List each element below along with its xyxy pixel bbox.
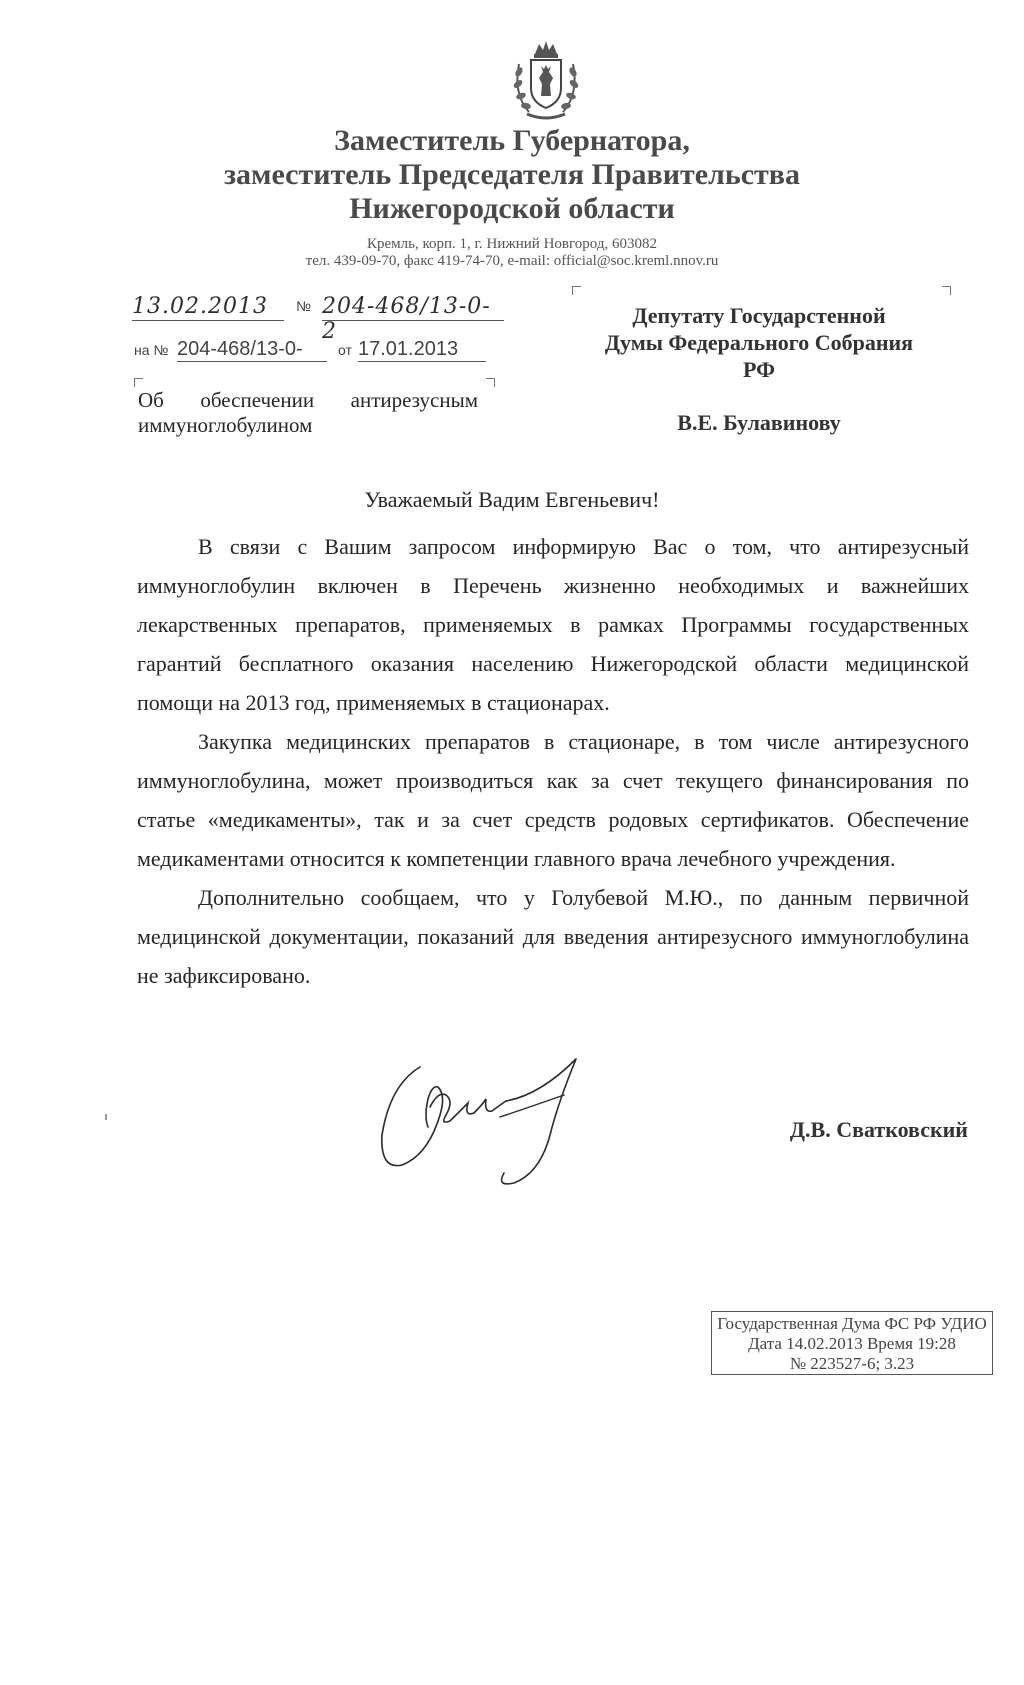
addressee-line-3: РФ [743,357,775,382]
addressee-line-1: Депутату Государстенной [632,303,886,328]
header-title-line-1: Заместитель Губернатора, [334,124,690,157]
header-title-line-2: заместитель Председателя Правительства [224,158,800,191]
number-sign: № [296,298,312,314]
stamp-line-1: Государственная Дума ФС РФ УДИО [717,1314,987,1333]
subject-corner-right [486,378,495,387]
body-paragraph-2: Закупка медицинских препаратов в стационаре, в том числе антирезусного иммуноглобулина, может производиться как за счет текущего финансирования по статье «медикаменты», так и за счет средств родовых сертификатов. Обеспечение медикаментами относится к компетенции главного врача лечебного учреждения. [137,729,969,871]
addressee-corner-left [572,286,581,295]
addressee-corner-right [942,286,951,295]
handwritten-signature [380,1055,620,1185]
scan-speck [105,1114,107,1120]
salutation: Уважаемый Вадим Евгеньевич! [364,487,660,512]
outgoing-number: 204-468/13-0-2 [322,294,504,321]
header-address: Кремль, корп. 1, г. Нижний Новгород, 603082 [367,236,657,252]
reply-to-label: на № [134,342,169,358]
reply-to-date: 17.01.2013 [358,338,486,362]
reply-to-number: 204-468/13-0- [177,338,327,362]
signatory-name: Д.В. Сватковский [789,1117,968,1142]
stamp-line-3: № 223527-6; 3.23 [789,1354,915,1373]
outgoing-date: 13.02.2013 [132,294,284,321]
subject-line-1: Об обеспечении антирезусным [138,388,478,412]
from-label: от [338,342,352,358]
body-paragraph-1: В связи с Вашим запросом информирую Вас о том, что антирезусный иммуноглобулин включен в Перечень жизненно необходимых и важнейших лекарственных препаратов, применяемых в рамках Программы государственных гарантий бесплатного оказания населению Нижегородской области медицинской помощи на 2013 год, применяемых в стационарах. [137,534,969,715]
addressee-line-2: Думы Федерального Собрания [604,330,914,355]
subject-line-2: иммуноглобулином [138,413,313,437]
header-title-line-3: Нижегородской области [349,192,675,225]
letter-body [137,527,969,995]
header-contacts: тел. 439-09-70, факс 419-74-70, e-mail: official@soc.kreml.nnov.ru [305,253,719,269]
subject-corner-left [134,378,143,387]
stamp-line-2: Дата 14.02.2013 Время 19:28 [748,1334,956,1353]
addressee-name: В.Е. Булавинову [677,410,841,435]
body-paragraph-3: Дополнительно сообщаем, что у Голубевой М.Ю., по данным первичной медицинской документации, показаний для введения антирезусного иммуноглобулина не зафиксировано. [137,885,969,988]
registration-stamp [711,1311,993,1375]
coat-of-arms-icon [505,38,587,124]
